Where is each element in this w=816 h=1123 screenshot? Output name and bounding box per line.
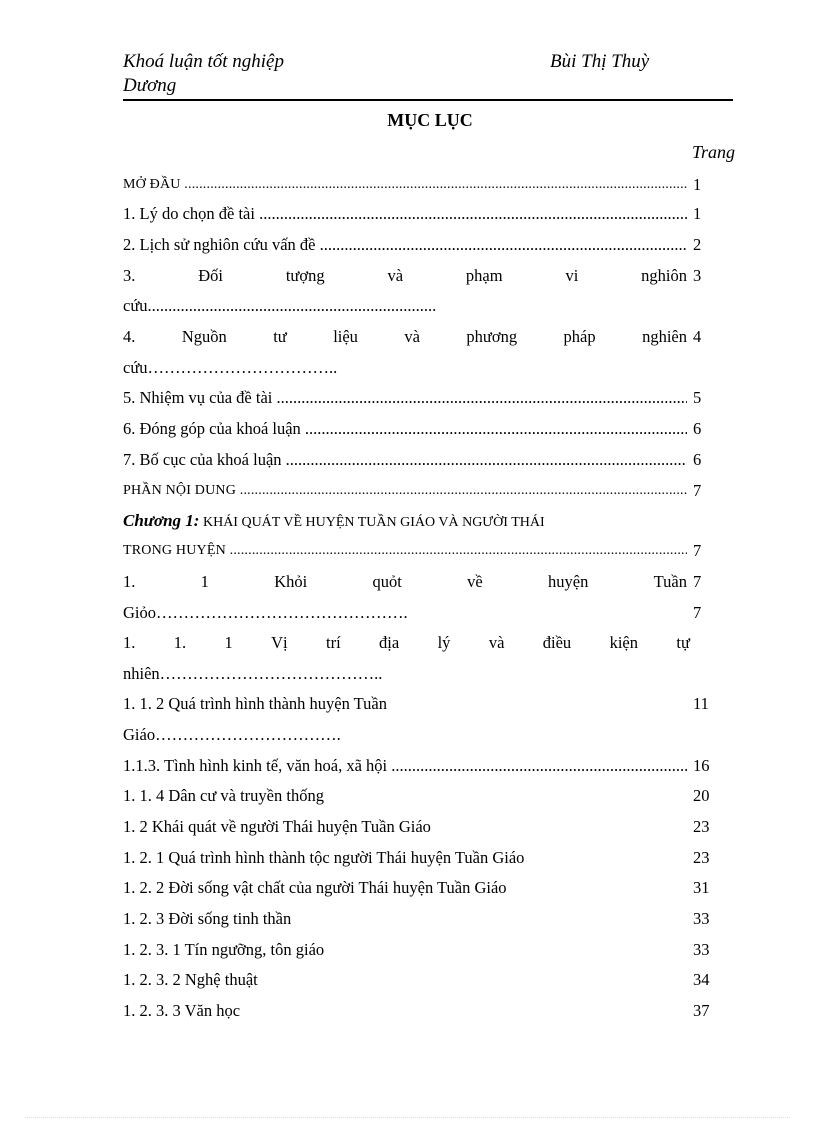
- toc-page: 1: [693, 204, 702, 223]
- toc-entry[interactable]: 2. Lịch sử nghiôn cứu vấn đề .....: [123, 234, 687, 256]
- toc-entry-justified[interactable]: 1. 1 Khỏi quỏt về huyện Tuần: [123, 572, 687, 591]
- toc-page: 7: [693, 541, 702, 560]
- toc-entry-continuation: Giỏo……………………………………….: [123, 603, 408, 622]
- toc-entry[interactable]: 1. 2. 2 Đời sống vật chất của người Thái huyện Tuần Giáo: [123, 878, 507, 897]
- toc-entry[interactable]: 1. 2. 3. 1 Tín ngưỡng, tôn giáo: [123, 940, 325, 959]
- toc-page: 1: [693, 175, 702, 194]
- toc-chapter-1[interactable]: Chương 1: KHÁI QUÁT VỀ HUYỆN TUẦN GIÁO VÀ NGƯỜI THÁI: [123, 511, 545, 530]
- toc-entry[interactable]: 1. 2. 3. 3 Văn học: [123, 1001, 241, 1020]
- page-title: MỤC LỤC: [387, 110, 473, 130]
- toc-page: 2: [693, 235, 702, 254]
- page-label: Trang: [692, 142, 736, 162]
- toc-page: 7: [693, 481, 702, 500]
- toc-entry-continuation: cứu……………………………..: [123, 358, 338, 377]
- toc-entry-justified[interactable]: 4. Nguồn tư liệu và phương pháp nghiên: [123, 327, 687, 346]
- toc-entry[interactable]: 1. Lý do chọn đề tài .....: [123, 203, 687, 225]
- toc-entry-continuation: cứu......................................................................: [123, 296, 437, 315]
- toc-page: 23: [693, 848, 710, 867]
- toc-entry[interactable]: 5. Nhiệm vụ của đề tài .....: [123, 387, 687, 409]
- toc-page: 3: [693, 266, 702, 285]
- toc-page: 34: [693, 970, 710, 989]
- header-right: Bùi Thị Thuỳ: [550, 51, 650, 72]
- toc-entry[interactable]: 6. Đóng góp của khoá luận .....: [123, 418, 687, 440]
- toc-page: 5: [693, 388, 702, 407]
- chapter-label: Chương 1:: [123, 511, 200, 530]
- toc-page: 16: [693, 756, 710, 775]
- toc-page: 11: [693, 694, 709, 713]
- toc-page: 33: [693, 940, 710, 959]
- toc-page: 6: [693, 419, 702, 438]
- header-left-line2: Dương: [123, 75, 177, 96]
- toc-page: 7: [693, 572, 702, 591]
- toc-entry-justified[interactable]: 1. 1. 1 Vị trí địa lý và điều kiện tự: [123, 633, 690, 652]
- toc-page: 7: [693, 603, 702, 622]
- toc-entry-mo-dau[interactable]: MỞ ĐẦU .....: [123, 174, 687, 196]
- toc-chapter-1-line2[interactable]: TRONG HUYỆN .....: [123, 540, 687, 562]
- toc-entry[interactable]: 1. 1. 2 Quá trình hình thành huyện Tuần: [123, 694, 387, 713]
- toc-page: 6: [693, 450, 702, 469]
- toc-entry[interactable]: 1. 1. 4 Dân cư và truyền thống: [123, 786, 324, 805]
- toc-entry[interactable]: 1.1.3. Tình hình kinh tế, văn hoá, xã hội .....: [123, 755, 687, 777]
- toc-page: 20: [693, 786, 710, 805]
- page-bottom-divider: [25, 1117, 790, 1118]
- header-rule: [123, 99, 733, 101]
- toc-entry[interactable]: 1. 2. 1 Quá trình hình thành tộc người Thái huyện Tuần Giáo: [123, 848, 525, 867]
- toc-page: 31: [693, 878, 710, 897]
- toc-page: 37: [693, 1001, 710, 1020]
- toc-page: 33: [693, 909, 710, 928]
- toc-entry[interactable]: 7. Bố cục của khoá luận .....: [123, 449, 687, 471]
- toc-entry[interactable]: 1. 2. 3. 2 Nghệ thuật: [123, 970, 258, 989]
- toc-entry-continuation: Giáo…………………………….: [123, 725, 341, 744]
- toc-entry-justified[interactable]: 3. Đối tượng và phạm vi nghiôn: [123, 266, 687, 285]
- toc-page: 23: [693, 817, 710, 836]
- toc-entry-continuation: nhiên…………………………………..: [123, 664, 383, 683]
- toc-entry[interactable]: 1. 2 Khái quát về người Thái huyện Tuần Giáo: [123, 817, 431, 836]
- toc-entry[interactable]: 1. 2. 3 Đời sống tinh thần: [123, 909, 292, 928]
- toc-page: 4: [693, 327, 702, 346]
- toc-entry-phan-noi-dung[interactable]: PHẦN NỘI DUNG .....: [123, 480, 687, 502]
- header-left-line1: Khoá luận tốt nghiệp: [123, 51, 284, 72]
